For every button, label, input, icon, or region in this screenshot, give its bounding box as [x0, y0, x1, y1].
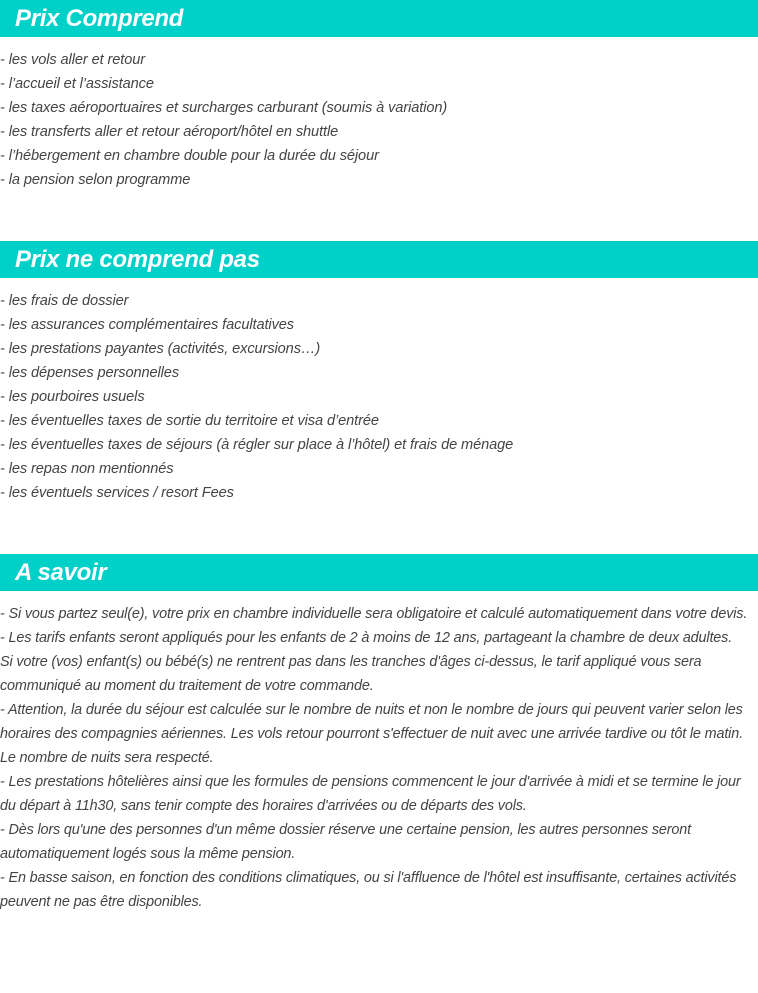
list-item: - Les prestations hôtelières ainsi que les formules de pensions commencent le jour d'arrivée à midi et se termine le jour du départ à 11h30, sans tenir compte des horaires d'arrivées ou de départs des vols.: [0, 774, 741, 814]
section-prix-comprend: [0, 0, 758, 192]
section-header: [0, 554, 758, 591]
list-item: - les prestations payantes (activités, excursions…): [0, 341, 321, 357]
list-item: - les pourboires usuels: [0, 389, 145, 405]
list-item: - l’accueil et l’assistance: [0, 76, 154, 92]
list-item: - Dès lors qu'une des personnes d'un même dossier réserve une certaine pension, les autres personnes seront automatiquement logés sous la même pension.: [0, 822, 691, 862]
list-item: - les assurances complémentaires facultatives: [0, 317, 294, 333]
list-item: - En basse saison, en fonction des conditions climatiques, ou si l'affluence de l'hôtel est insuffisante, certaines activités peuvent ne pas être disponibles.: [0, 870, 737, 910]
info-list: [0, 591, 758, 914]
list-item: - Attention, la durée du séjour est calculée sur le nombre de nuits et non le nombre de jours qui peuvent varier selon les horaires des compagnies aériennes. Les vols retour pourront s'effectuer de nuit avec une arrivée tardive ou tôt le matin. Le nombre de nuits sera respecté.: [0, 702, 743, 766]
list-item: - Les tarifs enfants seront appliqués pour les enfants de 2 à moins de 12 ans, partageant la chambre de deux adultes.: [0, 630, 733, 646]
list-item: - Si vous partez seul(e), votre prix en chambre individuelle sera obligatoire et calculé automatiquement dans votre devis.: [0, 606, 748, 622]
list-item: - les dépenses personnelles: [0, 365, 180, 381]
list-item: - les repas non mentionnés: [0, 461, 174, 477]
section-prix-ne-comprend-pas: [0, 241, 758, 505]
list-item: - les transferts aller et retour aéroport/hôtel en shuttle: [0, 124, 339, 140]
excluded-list: [0, 278, 758, 505]
section-title: Prix ne comprend pas: [15, 246, 260, 273]
list-item: - les vols aller et retour: [0, 52, 146, 68]
list-item: - les éventuelles taxes de sortie du territoire et visa d’entrée: [0, 413, 379, 429]
list-item: - l’hébergement en chambre double pour la durée du séjour: [0, 148, 379, 164]
list-item: - les éventuels services / resort Fees: [0, 485, 234, 501]
list-item: - la pension selon programme: [0, 172, 191, 188]
section-a-savoir: [0, 554, 758, 914]
list-item: - les frais de dossier: [0, 293, 129, 309]
section-title: Prix Comprend: [15, 5, 184, 32]
section-header: [0, 0, 758, 37]
section-title: A savoir: [15, 559, 107, 586]
list-item: - les taxes aéroportuaires et surcharges carburant (soumis à variation): [0, 100, 448, 116]
included-list: [0, 37, 758, 192]
list-item: Si votre (vos) enfant(s) ou bébé(s) ne rentrent pas dans les tranches d'âges ci-dessus, le tarif appliqué vous sera communiqué au moment du traitement de votre commande.: [0, 654, 702, 694]
section-header: [0, 241, 758, 278]
list-item: - les éventuelles taxes de séjours (à régler sur place à l’hôtel) et frais de ménage: [0, 437, 514, 453]
